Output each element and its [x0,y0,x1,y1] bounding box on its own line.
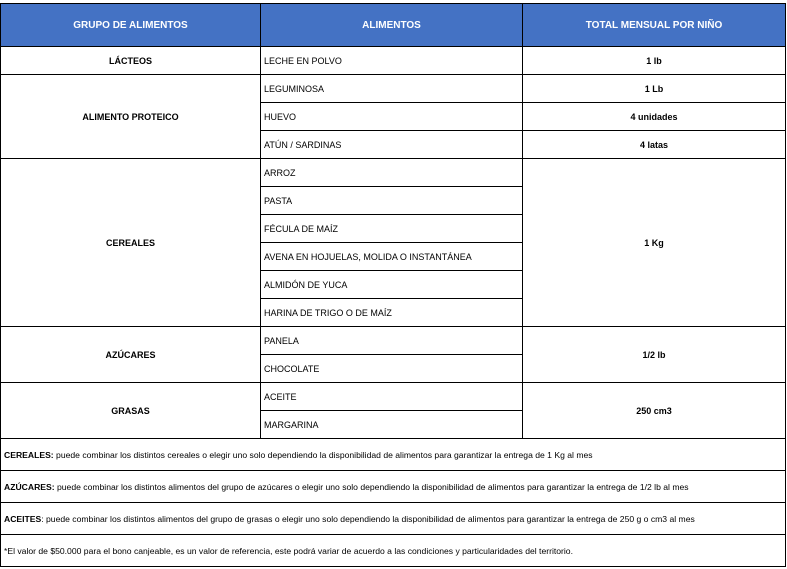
note-text: puede combinar los distintos cereales o elegir uno solo dependiendo la disponibilidad de alimentos para garantizar la entrega de 1 Kg al mes [53,449,593,460]
footnote-row [1,535,786,567]
table-row [1,383,786,411]
food-item: LEGUMINOSA [261,75,523,103]
note-row [1,439,786,471]
group-proteico: ALIMENTO PROTEICO [1,75,261,159]
header-row [1,4,786,47]
amount: 4 unidades [523,103,786,131]
amount: 4 latas [523,131,786,159]
food-item: LECHE EN POLVO [261,47,523,75]
table-row [1,159,786,187]
food-item: AVENA EN HOJUELAS, MOLIDA O INSTANTÁNEA [261,243,523,271]
food-item: PANELA [261,327,523,355]
header-monthly-total: TOTAL MENSUAL POR NIÑO [523,4,786,47]
food-item: ARROZ [261,159,523,187]
header-foods: ALIMENTOS [261,4,523,47]
amount: 250 cm3 [523,383,786,439]
food-item: ATÚN / SARDINAS [261,131,523,159]
note-label: ACEITES [4,513,42,524]
group-cereales: CEREALES [1,159,261,327]
food-table [0,3,786,567]
note-row [1,471,786,503]
note-row [1,503,786,535]
food-item: HUEVO [261,103,523,131]
group-grasas: GRASAS [1,383,261,439]
note-label: CEREALES: [4,449,54,460]
amount: 1 Kg [523,159,786,327]
note-azucares [1,471,786,503]
food-item: HARINA DE TRIGO O DE MAÍZ [261,299,523,327]
food-item: ALMIDÓN DE YUCA [261,271,523,299]
group-lacteos: LÁCTEOS [1,47,261,75]
header-food-group: GRUPO DE ALIMENTOS [1,4,261,47]
group-azucares: AZÚCARES [1,327,261,383]
amount: 1/2 lb [523,327,786,383]
table-row [1,75,786,103]
note-text: : puede combinar los distintos alimentos del grupo de grasas o elegir uno solo dependiendo la disponibilidad de alimentos para garantizar la entrega de 250 g o cm3 al mes [41,513,695,524]
food-item: MARGARINA [261,411,523,439]
footnote: *El valor de $50.000 para el bono canjeable, es un valor de referencia, este podrá variar de acuerdo a las condiciones y particularidades del territorio. [1,535,786,567]
food-item: CHOCOLATE [261,355,523,383]
food-item: PASTA [261,187,523,215]
amount: 1 lb [523,47,786,75]
table-row [1,327,786,355]
note-text: puede combinar los distintos alimentos del grupo de azúcares o elegir uno solo dependiendo la disponibilidad de alimentos para garantizar la entrega de 1/2 lb al mes [54,481,689,492]
note-aceites [1,503,786,535]
note-label: AZÚCARES: [4,481,55,492]
food-item: ACEITE [261,383,523,411]
table-row [1,47,786,75]
food-item: FÉCULA DE MAÍZ [261,215,523,243]
amount: 1 Lb [523,75,786,103]
note-cereales [1,439,786,471]
